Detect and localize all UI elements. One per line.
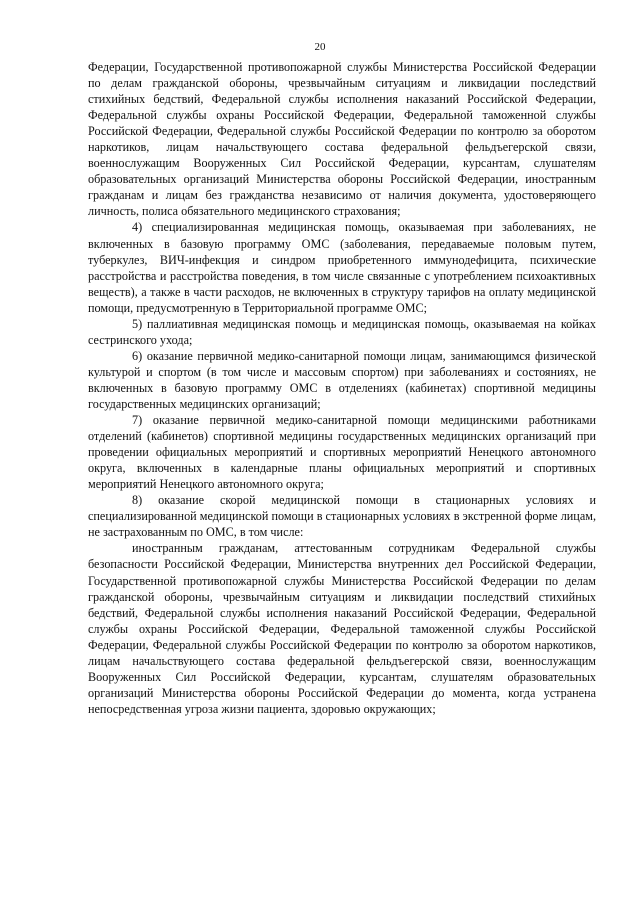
document-body (88, 59, 596, 717)
paragraph-item-8: 8) оказание скорой медицинской помощи в стационарных условиях и специализированной медицинской помощи в стационарных условиях в экстренной форме лицам, не застрахованным по ОМС, в том числе: (88, 493, 596, 540)
paragraph-item-4: 4) специализированная медицинская помощь, оказываемая при заболеваниях, не включенных в базовую программу ОМС (заболевания, передаваемые половым путем, туберкулез, ВИЧ-инфекция и синдром приобретенного иммунодефицита, психические расстройства и расстройства поведения, в том числе связанные с употреблением психоактивных веществ), а также в части расходов, не включенных в структуру тарифов на оплату медицинской помощи, предусмотренную в Территориальной программе ОМС; (88, 220, 596, 315)
paragraph-item-5: 5) паллиативная медицинская помощь и медицинская помощь, оказываемая на койках сестринского ухода; (88, 316, 596, 347)
paragraph-item-8-subitem: иностранным гражданам, аттестованным сотрудникам Федеральной службы безопасности Российской Федерации, Министерства внутренних дел Российской Федерации, Государственной противопожарной службы Министерства Российской Федерации по делам гражданской обороны, чрезвычайным ситуациям и ликвидации последствий стихийных бедствий, Федеральной службы исполнения наказаний Российской Федерации, Федеральной службы охраны Российской Федерации, Федеральной таможенной службы Российской Федерации, Федеральной службы Российской Федерации по контролю за оборотом наркотиков, лицам начальствующего состава федеральной фельдъегерской связи, военнослужащим Вооруженных Сил Российской Федерации, курсантам, слушателям образовательных организаций Министерства обороны Российской Федерации до момента, когда устранена непосредственная угроза жизни пациента, здоровью окружающих; (88, 541, 596, 716)
page-number: 20 (314, 41, 326, 53)
paragraph-item-6: 6) оказание первичной медико-санитарной помощи лицам, занимающимся физической культурой и спортом (в том числе и массовым спортом) при заболеваниях и состояниях, не включенных в базовую программу ОМС в отделениях (кабинетах) спортивной медицины государственных медицинских организаций; (88, 348, 596, 411)
paragraph-item-7: 7) оказание первичной медико-санитарной помощи медицинскими работниками отделений (кабинетов) спортивной медицины государственных медицинских организаций при проведении официальных мероприятий и спортивных мероприятий Ненецкого автономного округа, включенных в календарные планы официальных мероприятий и спортивных мероприятий Ненецкого автономного округа; (88, 413, 596, 492)
paragraph-continuation: Федерации, Государственной противопожарной службы Министерства Российской Федерации по делам гражданской обороны, чрезвычайным ситуациям и ликвидации последствий стихийных бедствий, Федеральной службы исполнения наказаний Российской Федерации, Федеральной службы охраны Российской Федерации, Федеральной таможенной службы Российской Федерации, Федеральной службы Российской Федерации по контролю за оборотом наркотиков, лицам начальствующего состава федеральной фельдъегерской связи, военнослужащим Вооруженных Сил Российской Федерации, курсантам, слушателям образовательных организаций Министерства обороны Российской Федерации, иностранным гражданам и лицам без гражданства независимо от наличия документа, удостоверяющего личность, полиса обязательного медицинского страхования; (88, 60, 596, 219)
